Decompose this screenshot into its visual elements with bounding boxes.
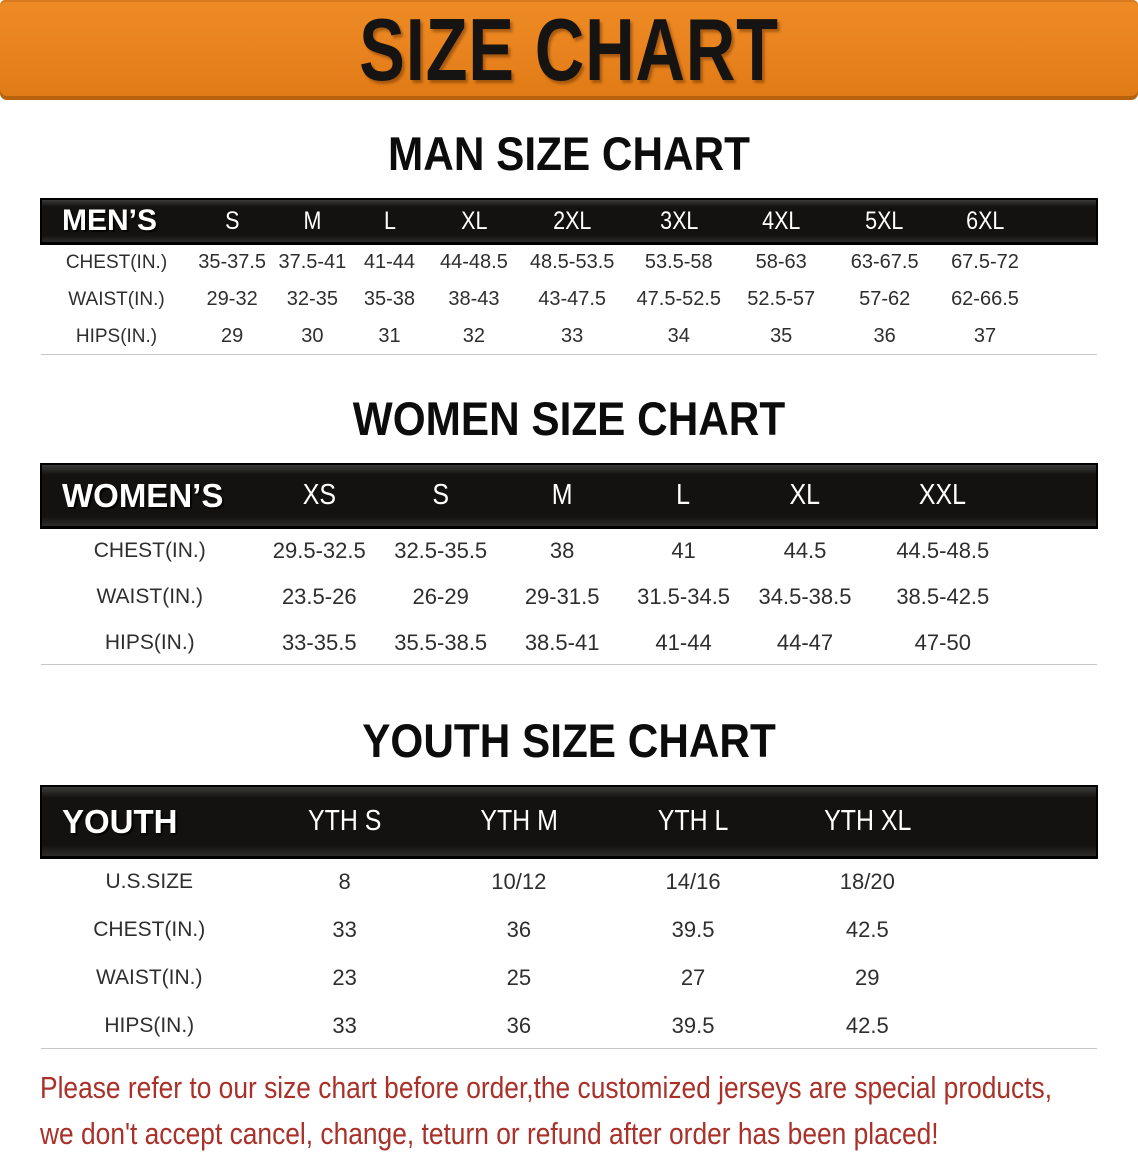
size-value-cell: 63-67.5 [828, 244, 942, 282]
size-value-cell: 33 [257, 1002, 431, 1049]
column-header-s: S [380, 464, 501, 528]
size-value-cell: 38 [501, 528, 622, 574]
size-value-cell: 67.5-72 [942, 244, 1029, 282]
row-spacer [1028, 281, 1097, 318]
size-value-cell: 25 [432, 954, 606, 1002]
men-size-table [40, 198, 1098, 355]
table-row [41, 244, 1097, 282]
column-header-l: L [623, 464, 744, 528]
size-value-cell: 29-31.5 [501, 574, 622, 620]
banner-title: SIZE CHART [359, 0, 779, 99]
women-group-label: WOMEN’S [41, 464, 259, 528]
size-value-cell: 43-47.5 [521, 281, 622, 318]
column-header-s: S [192, 199, 272, 244]
row-spacer [954, 954, 1097, 1002]
row-spacer [954, 906, 1097, 954]
size-value-cell: 33 [521, 318, 622, 355]
size-value-cell: 47-50 [866, 620, 1020, 665]
size-value-cell: 14/16 [606, 858, 780, 906]
column-header-xl: XL [744, 464, 865, 528]
disclaimer [0, 1049, 1138, 1157]
row-spacer [954, 1002, 1097, 1049]
size-chart-banner [0, 0, 1138, 100]
size-value-cell: 41 [623, 528, 744, 574]
column-header-m: M [272, 199, 352, 244]
size-value-cell: 38.5-42.5 [866, 574, 1020, 620]
youth-section-title: YOUTH SIZE CHART [362, 714, 776, 767]
men-section-title: MAN SIZE CHART [388, 127, 750, 180]
size-value-cell: 26-29 [380, 574, 501, 620]
row-spacer [1028, 244, 1097, 282]
size-value-cell: 47.5-52.5 [623, 281, 735, 318]
header-row [41, 786, 1097, 858]
size-value-cell: 42.5 [780, 906, 954, 954]
table-row [41, 954, 1097, 1002]
header-spacer [1028, 199, 1097, 244]
size-value-cell: 37 [942, 318, 1029, 355]
size-value-cell: 41-44 [353, 244, 427, 282]
row-label: WAIST(IN.) [41, 954, 257, 1002]
size-value-cell: 62-66.5 [942, 281, 1029, 318]
column-header-yth-xl: YTH XL [780, 786, 954, 858]
size-value-cell: 38.5-41 [501, 620, 622, 665]
column-header-4xl: 4XL [735, 199, 828, 244]
column-header-xxl: XXL [866, 464, 1020, 528]
size-value-cell: 18/20 [780, 858, 954, 906]
size-value-cell: 44.5 [744, 528, 865, 574]
men-size-section [0, 100, 1138, 355]
size-value-cell: 29 [192, 318, 272, 355]
row-label: WAIST(IN.) [41, 281, 192, 318]
row-label: U.S.SIZE [41, 858, 257, 906]
header-row [41, 199, 1097, 244]
column-header-xs: XS [259, 464, 380, 528]
size-value-cell: 52.5-57 [735, 281, 828, 318]
size-value-cell: 29.5-32.5 [259, 528, 380, 574]
size-value-cell: 23 [257, 954, 431, 1002]
size-value-cell: 35-38 [353, 281, 427, 318]
column-header-l: L [353, 199, 427, 244]
size-value-cell: 31.5-34.5 [623, 574, 744, 620]
size-value-cell: 34 [623, 318, 735, 355]
column-header-5xl: 5XL [828, 199, 942, 244]
header-spacer [954, 786, 1097, 858]
row-label: CHEST(IN.) [41, 528, 259, 574]
size-value-cell: 39.5 [606, 906, 780, 954]
size-value-cell: 44-47 [744, 620, 865, 665]
column-header-2xl: 2XL [521, 199, 622, 244]
table-row [41, 620, 1097, 665]
column-header-yth-l: YTH L [606, 786, 780, 858]
size-value-cell: 8 [257, 858, 431, 906]
column-header-yth-s: YTH S [257, 786, 431, 858]
size-value-cell: 32.5-35.5 [380, 528, 501, 574]
row-spacer [1020, 528, 1097, 574]
disclaimer-line-1: Please refer to our size chart before order,the customized jerseys are special products, [40, 1070, 1053, 1105]
size-value-cell: 41-44 [623, 620, 744, 665]
youth-size-section [0, 665, 1138, 1049]
size-value-cell: 33 [257, 906, 431, 954]
table-row [41, 318, 1097, 355]
row-label: HIPS(IN.) [41, 1002, 257, 1049]
size-value-cell: 58-63 [735, 244, 828, 282]
column-header-yth-m: YTH M [432, 786, 606, 858]
size-value-cell: 31 [353, 318, 427, 355]
row-spacer [1028, 318, 1097, 355]
size-value-cell: 27 [606, 954, 780, 1002]
size-value-cell: 35.5-38.5 [380, 620, 501, 665]
women-size-section [0, 355, 1138, 665]
size-value-cell: 44.5-48.5 [866, 528, 1020, 574]
size-value-cell: 42.5 [780, 1002, 954, 1049]
header-row [41, 464, 1097, 528]
size-value-cell: 38-43 [426, 281, 521, 318]
column-header-xl: XL [426, 199, 521, 244]
size-value-cell: 36 [432, 906, 606, 954]
column-header-m: M [501, 464, 622, 528]
youth-size-table [40, 785, 1098, 1049]
size-value-cell: 35 [735, 318, 828, 355]
row-label: CHEST(IN.) [41, 244, 192, 282]
size-value-cell: 34.5-38.5 [744, 574, 865, 620]
row-label: HIPS(IN.) [41, 318, 192, 355]
header-spacer [1020, 464, 1097, 528]
row-spacer [1020, 620, 1097, 665]
size-value-cell: 48.5-53.5 [521, 244, 622, 282]
table-row [41, 906, 1097, 954]
size-value-cell: 53.5-58 [623, 244, 735, 282]
size-value-cell: 32-35 [272, 281, 352, 318]
size-value-cell: 57-62 [828, 281, 942, 318]
youth-group-label: YOUTH [41, 786, 257, 858]
size-value-cell: 39.5 [606, 1002, 780, 1049]
table-row [41, 858, 1097, 906]
men-group-label: MEN’S [41, 199, 192, 244]
size-value-cell: 33-35.5 [259, 620, 380, 665]
row-label: HIPS(IN.) [41, 620, 259, 665]
table-row [41, 574, 1097, 620]
size-value-cell: 29-32 [192, 281, 272, 318]
size-value-cell: 36 [828, 318, 942, 355]
size-value-cell: 23.5-26 [259, 574, 380, 620]
women-size-table [40, 463, 1098, 665]
size-value-cell: 10/12 [432, 858, 606, 906]
column-header-6xl: 6XL [942, 199, 1029, 244]
size-value-cell: 44-48.5 [426, 244, 521, 282]
table-row [41, 1002, 1097, 1049]
size-value-cell: 37.5-41 [272, 244, 352, 282]
column-header-3xl: 3XL [623, 199, 735, 244]
row-spacer [1020, 574, 1097, 620]
size-value-cell: 30 [272, 318, 352, 355]
size-value-cell: 32 [426, 318, 521, 355]
row-label: WAIST(IN.) [41, 574, 259, 620]
table-row [41, 281, 1097, 318]
size-value-cell: 36 [432, 1002, 606, 1049]
size-value-cell: 35-37.5 [192, 244, 272, 282]
size-value-cell: 29 [780, 954, 954, 1002]
women-section-title: WOMEN SIZE CHART [352, 392, 786, 445]
table-row [41, 528, 1097, 574]
row-label: CHEST(IN.) [41, 906, 257, 954]
row-spacer [954, 858, 1097, 906]
disclaimer-line-2: we don't accept cancel, change, teturn or refund after order has been placed! [40, 1116, 939, 1151]
